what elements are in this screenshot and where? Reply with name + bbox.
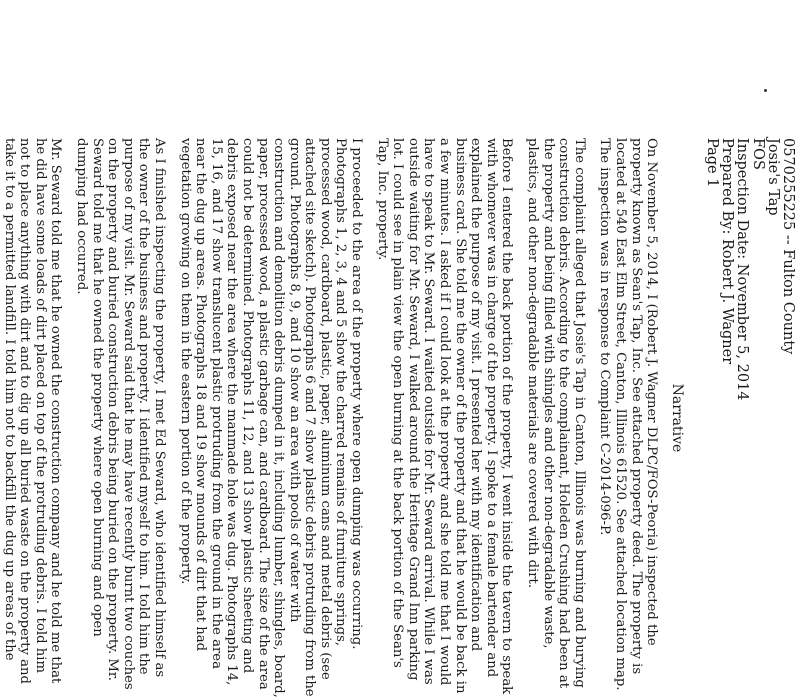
narrative-title: Narrative [668,383,685,453]
narrative-paragraph-2: The complaint alleged that Josie's Tap in Canton, Illinois was burning and burying construction debris. According to the complainant, Holeden Crushing had been at the property and being filled with shingles and other non-degradable waste, plastics, and other non-degradable materials are covered with dirt. [525,138,587,688]
header-facility-name: Josie's Tap [764,138,781,216]
header-inspection-date: Inspection Date: November 5, 2014 [734,138,751,401]
narrative-paragraph-4: I proceeded to the area of the property where open dumping was occurring. Photographs 1, 2, 3, 4 and 5 show the charred remains of furniture springs, processed wood, cardboard, plastic, paper, aluminum cans and metal debris (see attached site sketch). Photographs 6 and 7 show plastic debris protruding from the ground. Photographs 8, 9, and 10 show an area with pools of water with construction and demolition debris dumped in it, including lumber, shingles, board, paper, processed wood, a plastic garbage can, and cardboard. The size of the area could not be determined. Photographs 11, 12, and 13 show plastic sheeting and debris exposed near the area where the manmade hole was dug. Photographs 14, 15, 16, and 17 show translucent plastic protruding from the ground in the area near the dug up areas. Photographs 18 and 19 show mounds of dirt that had vegetation growing on them in the eastern portion of the property. [177,138,365,698]
document-header [704,138,795,698]
narrative-paragraph-5: As I finished inspecting the property, I met Ed Seward, who identified himself as the owner of the business and property. I identified myself to him. I told him the purpose of my visit. Mr. Seward said that he may have recently burnt two couches on the property and buried construction debris being buried on the property. Mr. Seward told me that he owned the property where open burning and open dumping had occurred. [74,138,167,690]
header-program: FOS [749,138,766,170]
narrative-paragraph-1: On November 5, 2014, I (Robert J. Wagner DLPC/FOS-Peoria) inspected the property known as Sean's Tap, Inc. See attached property deed. The property is located at 540 East Elm Street, Canton, Illinois 61520. See attached location map. The inspection was in response to Complaint C-2014-096-P. [597,138,660,691]
header-page-number: Page 1 [703,138,720,188]
rotated-document-page [1,138,796,698]
scan-speck [764,89,767,92]
header-case-number: 0570255225 -- Fulton County [780,138,796,355]
narrative-paragraph-3: Before I entered the back portion of the property, I went inside the tavern to speak with whomever was in charge of the property. I spoke to a female bartender and explained the purpose of my visit. I presented her with my identification and business card. She told me the owner of the property and that he would be back in a few minutes. I asked if I could look at the property and she told me that I would have to speak to Mr. Seward. I waited outside for Mr. Seward arrival. While I was outside waiting for Mr. Seward, I walked around the Heritage Grand Inn parking lot. I could see in plain view the open burning at the back portion of the Sean's Tap, Inc. property. [374,138,515,695]
narrative-paragraph-6: Mr. Seward told me that he owned the construction company and he told me that he did have some loads of dirt placed on top of the protruding debris. I told him not to place anything with dirt and to dig up all buried waste on the property and take it to a permitted landfill. I told him not to backfill the dug up areas of the [1,138,64,684]
header-prepared-by: Prepared By: Robert J. Wagner [719,138,736,365]
